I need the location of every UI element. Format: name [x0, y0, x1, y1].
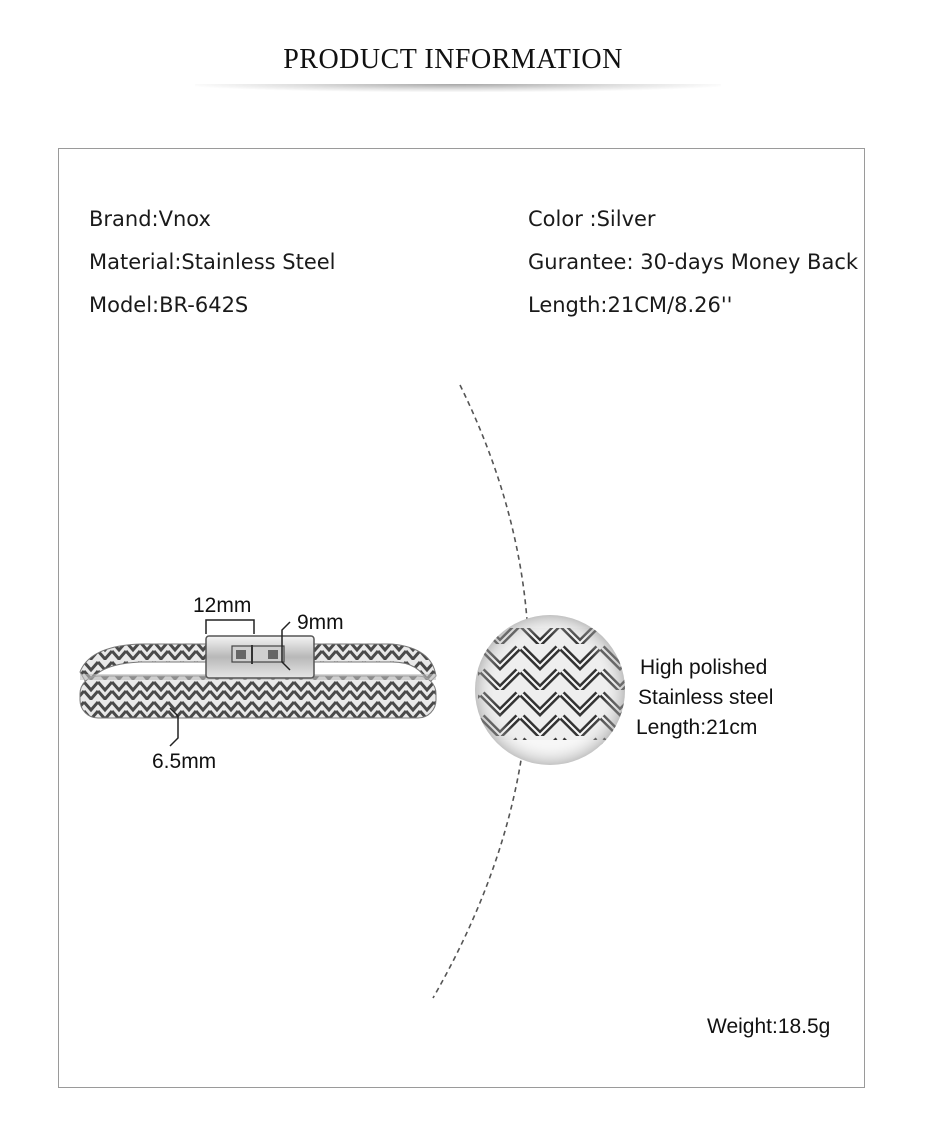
spec-color: Color :Silver: [528, 207, 656, 231]
bracelet-image: [80, 636, 436, 718]
spec-length: Length:21CM/8.26'': [528, 293, 733, 317]
closeup-image: [470, 610, 630, 780]
spec-material: Material:Stainless Steel: [89, 250, 336, 274]
chain-width-label: 6.5mm: [152, 750, 217, 773]
page-title: PRODUCT INFORMATION: [283, 44, 623, 75]
weight-label: Weight:18.5g: [707, 1015, 831, 1038]
closeup-line-2: Stainless steel: [638, 686, 774, 709]
clasp-length-label: 12mm: [193, 594, 252, 617]
spec-guarantee: Gurantee: 30-days Money Back: [528, 250, 859, 274]
spec-model: Model:BR-642S: [89, 293, 249, 317]
clasp-length-marker: [206, 620, 254, 634]
closeup-line-1: High polished: [640, 656, 768, 679]
clasp-width-label: 9mm: [297, 611, 344, 634]
spec-brand: Brand:Vnox: [89, 207, 211, 231]
closeup-line-3: Length:21cm: [636, 716, 758, 739]
